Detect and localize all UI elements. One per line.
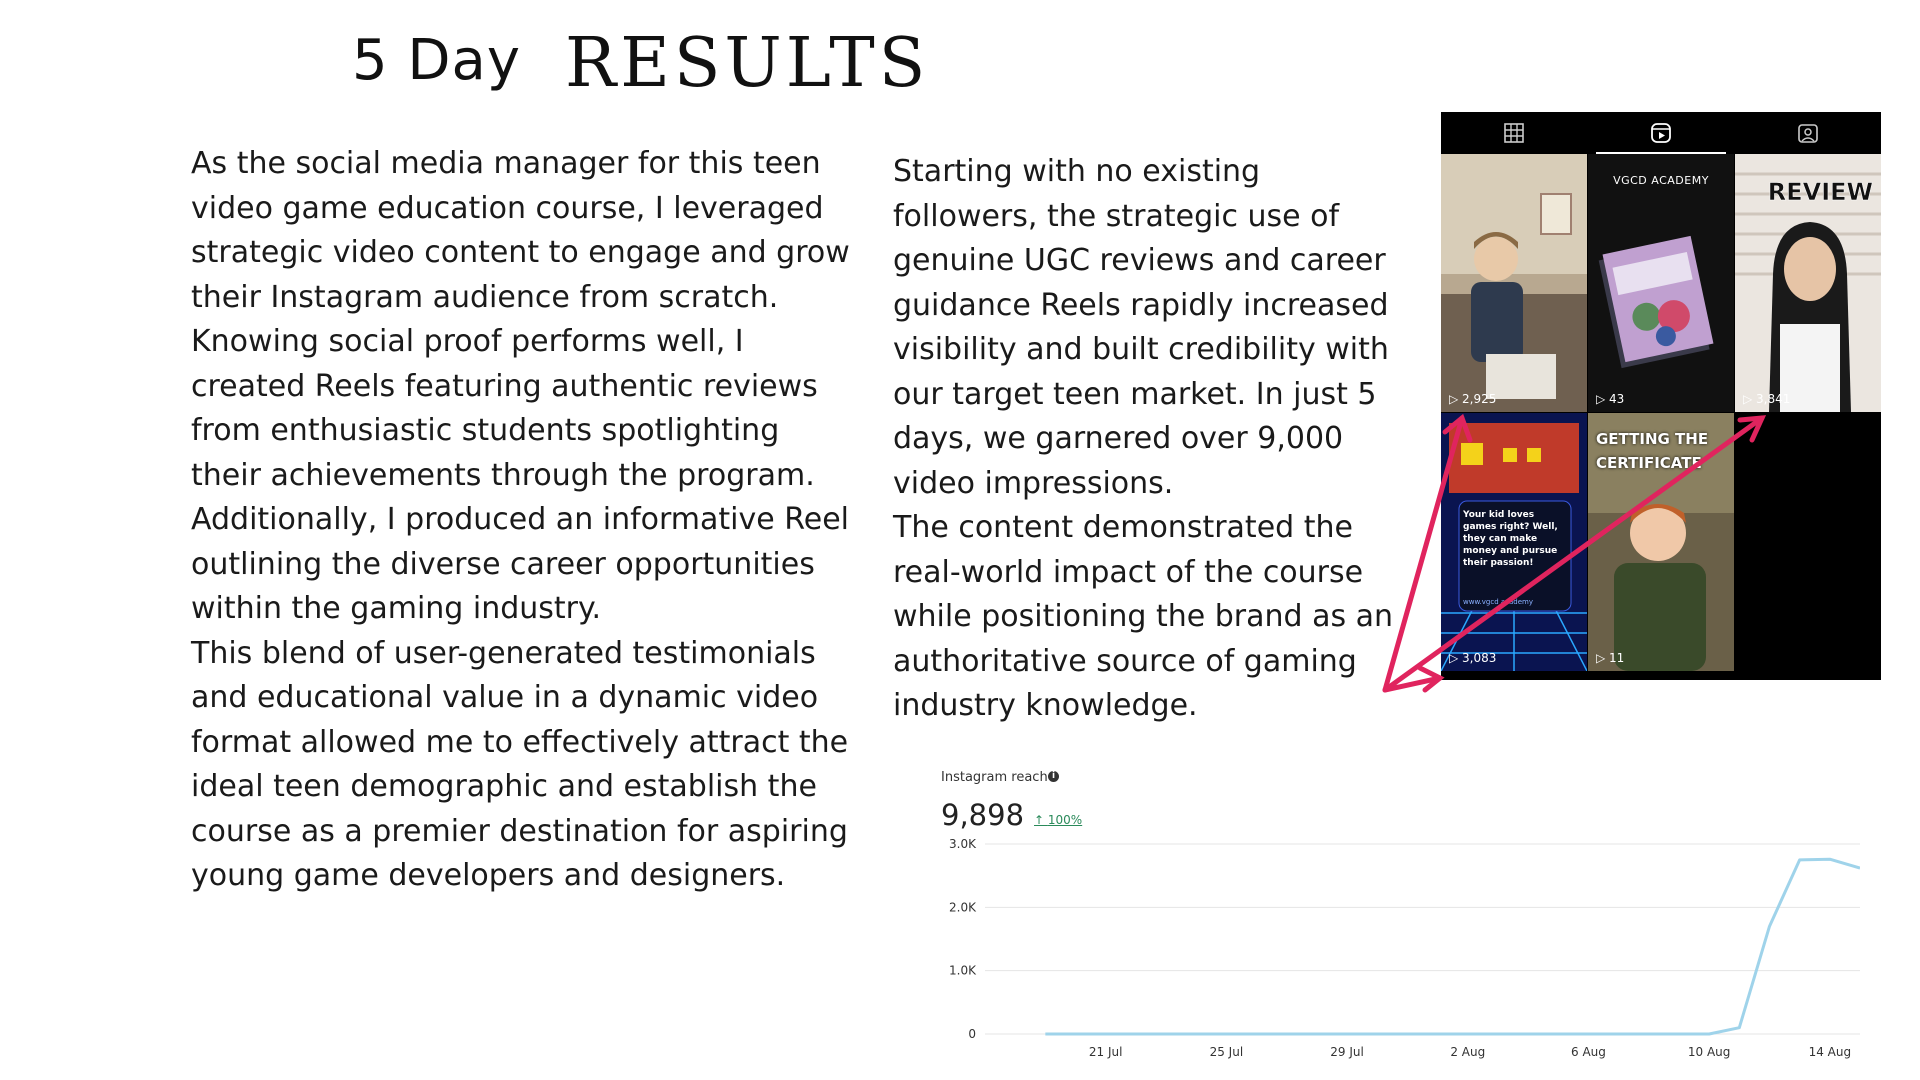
reach-change: ↑ 100% <box>1034 813 1083 827</box>
view-count-value: 11 <box>1609 651 1625 665</box>
reel-thumbnail-boy <box>1441 154 1587 412</box>
x-tick-label: 29 Jul <box>1330 1045 1364 1059</box>
reach-change-value: 100% <box>1047 813 1083 827</box>
instagram-grid <box>1441 112 1881 680</box>
y-tick-label: 0 <box>968 1027 976 1041</box>
reel-tile[interactable] <box>1735 154 1881 412</box>
title-day: 5 Day <box>352 28 522 93</box>
y-tick-label: 3.0K <box>949 837 976 851</box>
reel-tile[interactable] <box>1441 413 1587 671</box>
view-count-value: 43 <box>1609 392 1625 406</box>
reels-tab[interactable] <box>1588 112 1734 154</box>
info-icon[interactable]: i <box>1048 771 1059 782</box>
description-right: Starting with no existing followers, the strategic use of genuine UGC reviews and career guidance Reels rapidly increased visibility and built credibility with our target teen market. In just 5 days, we garnered over 9,000 video impressions. The content demonstrated the real-world impact of the course while positioning the brand as an authoritative source of gaming industry knowledge. <box>893 154 1394 723</box>
title-results: RESULTS <box>565 24 930 103</box>
y-tick-label: 2.0K <box>949 900 976 915</box>
x-tick-label: 6 Aug <box>1571 1045 1606 1059</box>
reach-total: 9,898 <box>941 798 1025 832</box>
view-count: ▷ 3,841 <box>1743 392 1791 406</box>
tagged-tab[interactable] <box>1735 112 1881 154</box>
reach-chart <box>940 834 1860 1064</box>
x-tick-label: 10 Aug <box>1687 1045 1731 1059</box>
view-count-value: 3,841 <box>1756 392 1791 406</box>
view-count: ▷ 2,925 <box>1449 392 1497 406</box>
grid-icon <box>1503 122 1525 144</box>
book-thumbnail <box>1588 154 1734 412</box>
view-count-value: 2,925 <box>1462 392 1497 406</box>
view-count: ▷ 11 <box>1596 651 1625 665</box>
view-count: ▷ 43 <box>1596 392 1625 406</box>
grid-tab[interactable] <box>1441 112 1587 154</box>
y-tick-label: 1.0K <box>949 963 976 978</box>
instagram-tabs <box>1441 112 1881 154</box>
tile-url: www.vgcd academy <box>1463 598 1533 606</box>
reach-line <box>1045 859 1860 1034</box>
reel-tile[interactable] <box>1588 154 1734 412</box>
tile-caption: VGCD ACADEMY <box>1613 174 1709 187</box>
tile-caption: REVIEW <box>1767 178 1873 206</box>
tile-caption: GETTING THE CERTIFICATE <box>1596 430 1709 472</box>
x-tick-label: 21 Jul <box>1088 1045 1123 1059</box>
reel-tile[interactable] <box>1441 154 1587 412</box>
x-tick-label: 25 Jul <box>1209 1045 1244 1059</box>
tagged-icon <box>1797 122 1819 144</box>
x-tick-label: 2 Aug <box>1450 1045 1486 1059</box>
x-tick-label: 14 Aug <box>1808 1045 1852 1059</box>
chart-title: Instagram reach <box>941 770 1048 785</box>
reels-icon <box>1650 122 1672 144</box>
description-left: As the social media manager for this teen video game education course, I leveraged strategic video content to engage and grow their Instagram audience from scratch. Knowing social proof performs well, I created Reels featuring authentic reviews from enthusiastic students spotlighting their achievements through the program. Additionally, I produced an informative Reel outlining the diverse career opportunities within the gaming industry. This blend of user-generated testimonials and educational value in a dynamic video format allowed me to effectively attract the ideal teen demographic and establish the course as a premier destination for aspiring young game developers and designers. <box>191 146 850 893</box>
tile-caption: Your kid loves games right? Well, they can make money and pursue their passion! <box>1463 510 1558 568</box>
view-count: ▷ 3,083 <box>1449 651 1497 665</box>
reel-tile[interactable] <box>1588 413 1734 671</box>
view-count-value: 3,083 <box>1462 651 1497 665</box>
